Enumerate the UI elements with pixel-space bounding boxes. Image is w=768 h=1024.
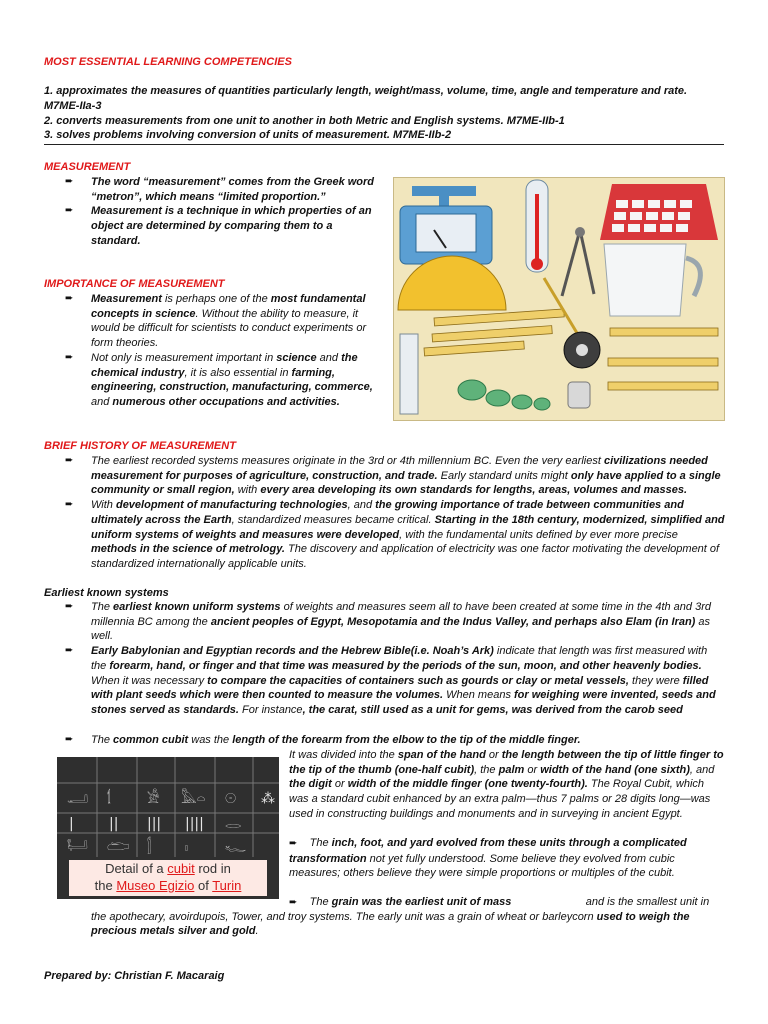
svg-text:𓂋: 𓂋	[225, 816, 242, 832]
right-arrow-bullet-icon: ➨	[65, 293, 74, 304]
cubit-link[interactable]: cubit	[167, 861, 195, 876]
cubit-paragraph: ➨ The common cubit was the length of the forearm from the elbow to the tip of the middle finger.	[65, 734, 581, 746]
cubit-caption: Detail of a cubit rod in the Museo Egizio of Turin	[69, 860, 267, 896]
importance-heading: IMPORTANCE OF MEASUREMENT	[44, 278, 225, 290]
svg-text:𓌀: 𓌀	[107, 791, 112, 807]
right-arrow-bullet-icon: ➨	[289, 838, 298, 849]
svg-text:||||: ||||	[185, 816, 204, 832]
measurement-list	[65, 175, 383, 249]
measurement-heading: MEASUREMENT	[44, 161, 131, 173]
svg-text:𓂡: 𓂡	[67, 839, 88, 855]
svg-text:𓅓𓏏: 𓅓𓏏	[181, 791, 206, 807]
svg-text:𓂧: 𓂧	[107, 839, 130, 855]
importance-list	[65, 292, 383, 410]
right-arrow-bullet-icon: ➨	[65, 176, 74, 187]
right-arrow-bullet-icon: ➨	[65, 205, 74, 217]
svg-text:⁂: ⁂	[261, 791, 275, 807]
svg-text:𓇳: 𓇳	[225, 791, 237, 807]
earliest-list	[65, 600, 725, 718]
competencies-heading: MOST ESSENTIAL LEARNING COMPETENCIES	[44, 56, 292, 68]
list-item: ➨ The word “measurement” comes from the Greek word “metron”, which means “limited proportion.”	[65, 176, 375, 203]
competency-3: 3. solves problems involving conversion of units of measurement. M7ME-IIb-2	[44, 129, 452, 141]
svg-text:𓂭: 𓂭	[147, 839, 152, 855]
grain-paragraph: and is the smallest unit in the apothecary, avoirdupois, Tower, and troy systems. The early unit was a grain of wheat or barleycorn used to weigh the precious metals silver and gold.	[91, 896, 710, 938]
right-arrow-bullet-icon: ➨	[65, 351, 74, 363]
svg-text:|||: |||	[147, 816, 162, 832]
list-item: ➨ Early Babylonian and Egyptian records and the Hebrew Bible(i.e. Noah’s Ark) indicate that length was first measured with the forearm, hand, or finger and that time was measured by the periods of the sun, moon, and other heavenly bodies. When it was necessary to compare the capacities of containers such as gourds or clay or metal vessels, they were filled with plant seeds which were then counted to measure the volumes. When means for weighing were invented, seeds and stones served as standards. For instance, the carat, still used as a unit for gems, was derived from the carob seed	[65, 645, 716, 716]
right-arrow-bullet-icon: ➨	[65, 734, 74, 745]
right-arrow-bullet-icon: ➨	[65, 455, 74, 466]
list-item: ➨ With development of manufacturing technologies, and the growing importance of trade between communities and ultimately across the Earth, standardized measures became critical. Starting in the 18th century, modernized, simplified and uniform systems of weights and measures were developed, with the fundamental units defined by ever more precise methods in the science of metrology. The discovery and application of electricity was one factor motivating the development of standardized internationally applicable units.	[65, 499, 725, 570]
list-item: ➨ Measurement is perhaps one of the most fundamental concepts in science. Without the ability to measure, it would be difficult for scientists to conduct experiments or form theories.	[65, 293, 367, 350]
list-item: ➨ Not only is measurement important in science and the chemical industry, it is also essential in farming, engineering, construction, manufacturing, commerce, and numerous other occupations and activities.	[65, 351, 373, 408]
earliest-heading: Earliest known systems	[44, 587, 169, 599]
history-list	[65, 454, 725, 572]
svg-text:𓆑: 𓆑	[225, 839, 247, 855]
svg-text:𓂝: 𓂝	[67, 791, 89, 807]
svg-text:𓏤: 𓏤	[185, 839, 188, 855]
grain-paragraph-start: ➨ The grain was the earliest unit of mass	[289, 896, 512, 908]
right-arrow-bullet-icon: ➨	[65, 601, 74, 612]
svg-text:𓀀: 𓀀	[147, 791, 160, 807]
competency-1: 1. approximates the measures of quantities particularly length, weight/mass, volume, time, angle and temperature and rate. M7ME-IIa-3	[44, 85, 688, 112]
list-item: ➨ The earliest known uniform systems of weights and measures seem all to have been created at some time in the 4th and 3rd millennia BC among the ancient peoples of Egypt, Mesopotamia and the Indus Valley, and perhaps also Elam (in Iran) as well.	[65, 601, 711, 643]
list-item: ➨ The earliest recorded systems measures originate in the 3rd or 4th millennium BC. Even the very earliest civilizations needed measurement for purposes of agriculture, construction, and trade. Early standard units might only have applied to a single community or small region, with every area developing its own standards for lengths, areas, volumes and masses.	[65, 455, 721, 497]
competency-2: 2. converts measurements from one unit to another in both Metric and English systems. M7ME-IIb-1	[44, 115, 565, 127]
svg-text:|: |	[69, 816, 74, 832]
right-arrow-bullet-icon: ➨	[289, 897, 298, 908]
cubit-rod-image	[57, 757, 279, 899]
history-heading: BRIEF HISTORY OF MEASUREMENT	[44, 440, 236, 452]
divider	[44, 144, 724, 145]
svg-text:||: ||	[109, 816, 119, 832]
right-arrow-bullet-icon: ➨	[65, 645, 74, 657]
museo-egizio-link[interactable]: Museo Egizio	[116, 878, 195, 893]
prepared-by: Prepared by: Christian F. Macaraig	[44, 970, 225, 982]
measuring-tools-illustration	[393, 177, 725, 421]
turin-link[interactable]: Turin	[212, 878, 242, 893]
inch-foot-yard-paragraph: ➨ The inch, foot, and yard evolved from these units through a complicated transformation not yet fully understood. Some believe they evolved from cubic measures; others believe they were simple proportions or multiples of the cubit.	[289, 837, 687, 880]
right-arrow-bullet-icon: ➨	[65, 499, 74, 511]
list-item: ➨ Measurement is a technique in which properties of an object are determined by comparing them to a standard.	[65, 205, 372, 247]
cubit-paragraph-cont: It was divided into the span of the hand or the length between the tip of little finger to the tip of the thumb (one-half cubit), the palm or width of the hand (one sixth), and the digit or width of the middle finger (one twenty-fourth). The Royal Cubit, which was a standard cubit enhanced by an extra palm—thus 7 palms or 28 digits long—was used in constructing buildings and monuments and in surveying in ancient Egypt.	[289, 749, 724, 820]
